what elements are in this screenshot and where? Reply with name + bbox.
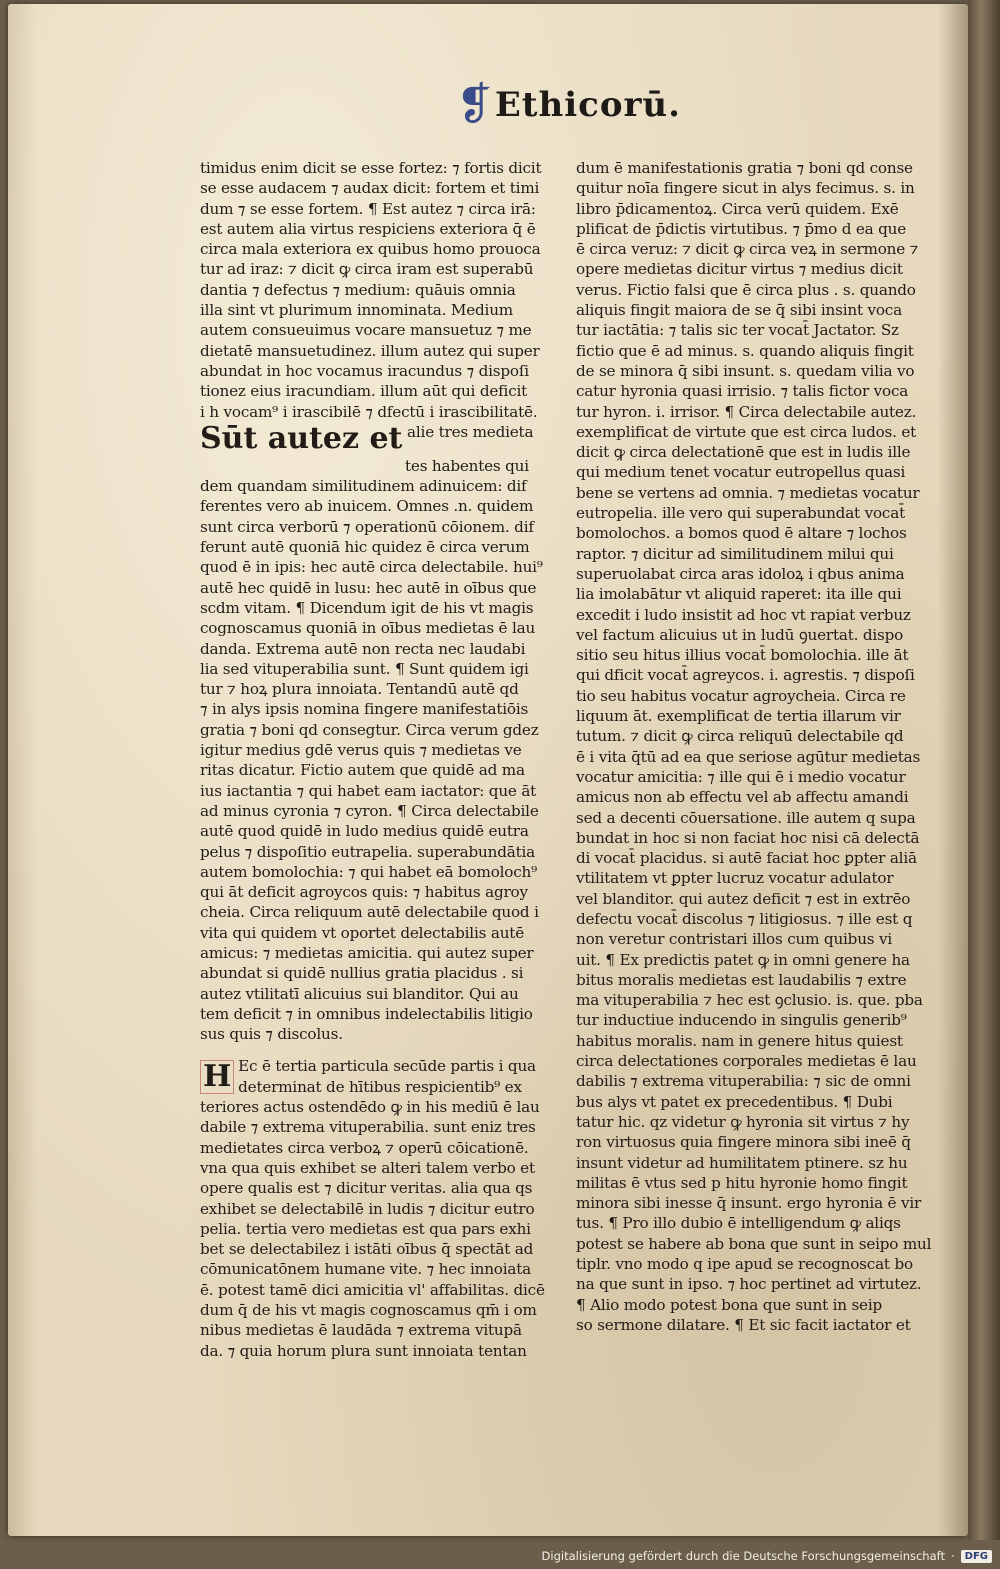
text-line: libro p̄dicamentoꝝ. Circa verū quidem. Exē [576,199,899,218]
text-line: cōmunicatōnem humane vite. ⁊ hec innoiata [200,1260,531,1279]
text-line: eutropelia. ille vero qui superabundat vocat̄ [576,504,905,523]
text-line: pelus ⁊ dispoſitio eutrapelia. superabundātia [200,842,535,861]
text-line: ⁊ in alys ipsis nomina fingere manifestatiōis [200,700,529,719]
text-line: minora sibi inesse q̄ insunt. ergo hyronia ē vir [576,1194,922,1213]
text-line: tatur hic. qz videtur ꝙ hyronia sit virtus ⁊ hy [576,1112,910,1131]
text-line: exemplificat de virtute que est circa ludos. et [576,422,917,441]
text-line: habitus moralis. nam in genere hitus quiest [576,1031,903,1050]
text-line: excedit i ludo insistit ad hoc vt rapiat verbuz [576,605,911,624]
text-line: tur ⁊ hoꝝ plura innoiata. Tentandū autē qd [200,680,519,699]
text-line: bene se vertens ad omnia. ⁊ medietas vocatur [576,483,920,502]
book-edge [968,0,1000,1540]
text-line: bet se delectabilez i istāti oībus q̄ spectāt ad [200,1240,534,1259]
text-line: ritas dicatur. Fictio autem que quidē ad ma [200,761,525,780]
text-line: teriores actus ostendēdo ꝙ in his mediū ē lau [200,1098,540,1117]
text-line: ma vituperabilia ⁊ hec est ꝯclusio. is. que. pba [576,991,923,1010]
running-header [456,79,681,130]
text-line: scdm vitam. ¶ Dicendum igit de his vt magis [200,598,534,617]
dfg-logo: DFG [961,1550,992,1563]
text-line: ron virtuosus quia fingere minora sibi ineē q̄ [576,1133,911,1152]
text-line: defectu vocat̄ discolus ⁊ litigiosus. ⁊ ille est q [576,909,913,928]
footer-separator: · [951,1549,955,1563]
footer-credit [542,1549,992,1563]
text-line: vita qui quidem vt oportet delectabilis autē [200,923,524,942]
text-line: ferunt autē quoniā hic quidez ē circa verum [200,538,530,557]
text-line: ē. potest tamē dici amicitia vl' affabilitas. dicē [200,1280,545,1299]
text-line: militas ē vtus sed p hitu hyronie homo fingit [576,1173,908,1192]
text-line: est autem alia virtus respiciens exteriora q̄ ē [200,219,536,238]
text-line: dabilis ⁊ extrema vituperabilia: ⁊ sic de omni [576,1072,911,1091]
text-line: gratia ⁊ boni qd consegtur. Circa verum gdez [200,720,539,739]
text-line: circa delectationes corporales medietas ē lau [576,1052,917,1071]
text-line: uit. ¶ Ex predictis patet ꝙ in omni genere ha [576,950,910,969]
text-line: tur hyron. i. irrisor. ¶ Circa delectabile autez. [576,402,917,421]
text-line: Ec ē tertia particula secūde partis i qua [238,1057,536,1076]
text-line: autem bomolochia: ⁊ qui habet eā bomoloch⁹ [200,862,538,881]
left-column-part-a [200,158,552,422]
text-line: abundat in hoc vocamus iracundus ⁊ dispoſi [200,361,529,380]
text-line: dabile ⁊ extrema vituperabilia. sunt eniz tres [200,1118,536,1137]
text-line: plificat de p̄dictis virtutibus. ⁊ p̄mo d ea que [576,219,907,238]
text-line: non veretur contristari illos cum quibus vi [576,930,893,949]
text-line: potest se habere ab bona que sunt in seipo mul [576,1234,932,1253]
text-line: dietatē mansuetudinez. illum autez qui super [200,341,540,360]
text-line: quitur noīa fingere sicut in alys fecimus. s. in [576,179,915,198]
text-line: pelia. tertia vero medietas est qua pars exhi [200,1219,531,1238]
text-line: determinat de hītibus respicientib⁹ ex [238,1077,522,1096]
text-line: opere qualis est ⁊ dicitur veritas. alia qua qs [200,1179,533,1198]
text-line: so sermone dilatare. ¶ Et sic facit iactator et [576,1315,911,1334]
text-line: ius iactantia ⁊ qui habet eam iactator: que āt [200,781,537,800]
commentary-opening [200,1056,552,1097]
text-line: tur iactātia: ⁊ talis sic ter vocat̄ Jactator. Sz [576,321,899,340]
text-line: tionez eius iracundiam. illum aūt qui deficit [200,382,528,401]
text-line: timidus enim dicit se esse fortez: ⁊ fortis dicit [200,159,542,177]
text-line: vel blanditor. qui autez deficit ⁊ est in extrēo [576,889,911,908]
footer-credit-text: Digitalisierung gefördert durch die Deutsche Forschungsgemeinschaft [541,1549,945,1563]
text-line: se esse audacem ⁊ audax dicit: fortem et timi [200,179,540,198]
text-line: bundat in hoc si non faciat hoc nisi cā delectā [576,828,920,847]
text-line: ē circa veruz: ⁊ dicit ꝙ circa veꝝ in sermone ⁊ [576,240,919,259]
text-line: verus. Fictio falsi que ē circa plus . s. quando [576,280,916,299]
text-line: tes habentes qui [405,456,529,475]
text-line: qui dficit vocat̄ agreycos. i. agrestis. ⁊ dispoſi [576,666,915,685]
text-line: ferentes vero ab inuicem. Omnes .n. quidem [200,497,534,516]
text-line: vel factum alicuius ut in ludū ꝯuertat. dispo [576,625,904,644]
right-column [576,158,940,1335]
pilcrow-icon: ❡ [456,79,493,130]
text-line: autem consueuimus vocare mansuetuz ⁊ me [200,321,532,340]
section-opening-words: Sūt autez et [200,421,403,456]
right-column-lines [576,158,940,1335]
text-line: nibus medietas ē laudāda ⁊ extrema vitupā [200,1321,522,1340]
text-line: circa mala exteriora ex quibus homo prouoca [200,240,541,259]
left-column [200,158,552,1361]
text-line: raptor. ⁊ dicitur ad similitudinem milui qui [576,544,894,563]
text-line: amicus non ab effectu vel ab affectu amandi [576,788,909,807]
text-line: qui āt deficit agroycos quis: ⁊ habitus agroy [200,883,528,902]
text-line: dum ē manifestationis gratia ⁊ boni qd conse [576,159,913,177]
text-line: bomolochos. a bomos quod ē altare ⁊ lochos [576,524,907,543]
text-line: lia sed vituperabilia sunt. ¶ Sunt quidem igi [200,659,529,678]
text-line: tutum. ⁊ dicit ꝙ circa reliquū delectabile qd [576,727,904,746]
text-line: cheia. Circa reliquum autē delectabile quod i [200,903,539,922]
text-line: dem quandam similitudinem adinuicem: dif [200,477,527,496]
text-line: ad minus cyronia ⁊ cyron. ¶ Circa delectabile [200,801,539,820]
text-line: dum q̄ de his vt magis cognoscamus qm̄ i om [200,1301,537,1320]
text-line: bus alys vt patet ex precedentibus. ¶ Dubi [576,1092,893,1111]
text-line: amicus: ⁊ medietas amicitia. qui autez super [200,943,534,962]
text-line: superuolabat circa aras idoloꝝ i qbus anima [576,564,905,583]
text-line: vocatur amicitia: ⁊ ille qui ē i medio vocatur [576,767,906,786]
text-line: tio seu habitus vocatur agroycheia. Circa re [576,686,906,705]
text-line: opere medietas dicitur virtus ⁊ medius dicit [576,260,903,279]
drop-initial: H [200,1060,234,1094]
section-opening-rest: alie tres medieta [407,422,534,441]
text-line: liquum āt. exemplificat de tertia illarum vir [576,707,901,726]
text-line: cognoscamus quoniā in oībus medietas ē lau [200,619,536,638]
text-line: sunt circa verborū ⁊ operationū cōionem. dif [200,517,534,536]
text-line: sitio seu hitus illius vocat̄ bomolochia. ille āt [576,646,909,665]
text-line: illa sint vt plurimum innominata. Medium [200,301,513,320]
text-line: ē i vita q̄tū ad ea que seriose agūtur medietas [576,747,921,766]
text-line: bitus moralis medietas est laudabilis ⁊ extre [576,970,907,989]
text-line: qui medium tenet vocatur eutropellus quasi [576,463,906,482]
section-opening-line [200,422,552,456]
text-line: lia imolabātur vt aliquid raperet: ita ille qui [576,585,902,604]
text-line: i h vocam⁹ i irascibilē ⁊ dfectū i irascibilitatē. [200,402,538,421]
text-line: na que sunt in ipso. ⁊ hoc pertinet ad virtutez. [576,1275,922,1294]
text-line: autez vtilitatī alicuius sui blanditor. Qui au [200,984,519,1003]
left-column-part-b [200,476,552,1044]
text-line: tiplr. vno modo q ipe apud se recognoscat bo [576,1255,913,1274]
text-line: abundat si quidē nullius gratia placidus . si [200,964,524,983]
text-line: dicit ꝙ circa delectationē que est in ludis ille [576,443,911,462]
text-line: igitur medius gdē verus quis ⁊ medietas ve [200,741,522,760]
text-line: di vocat̄ placidus. si autē faciat hoc ꝑpter aliā [576,849,917,868]
text-line: exhibet se delectabilē in ludis ⁊ dicitur eutro [200,1199,535,1218]
paragraph-gap [200,1044,552,1056]
text-line: autē quod quidē in ludo medius quidē eutra [200,822,529,841]
text-line: vna qua quis exhibet se alteri talem verbo et [200,1158,535,1177]
text-line: autē hec quidē in lusu: hec autē in oībus que [200,578,537,597]
text-line: tus. ¶ Pro illo dubio ē intelligendum ꝙ aliqs [576,1214,901,1233]
text-line: catur hyronia quasi irrisio. ⁊ talis fictor voca [576,382,909,401]
running-title: Ethicorū. [494,85,681,125]
text-line: sus quis ⁊ discolus. [200,1025,343,1044]
text-line: dum ⁊ se esse fortem. ¶ Est autez ⁊ circa irā: [200,199,536,218]
text-line: sed a decenti cōuersatione. ille autem q supa [576,808,916,827]
text-line: vtilitatem vt ꝑpter lucruz vocatur adulator [576,869,894,888]
text-line: da. ⁊ quia horum plura sunt innoiata tentan [200,1341,527,1360]
text-line: fictio que ē ad minus. s. quando aliquis fingit [576,341,914,360]
text-line: tur inductiue inducendo in singulis generib⁹ [576,1011,907,1030]
text-line: ¶ Alio modo potest bona que sunt in seip [576,1295,883,1314]
text-line: de se minora q̄ sibi insunt. s. quedam vilia vo [576,361,915,380]
text-line: medietates circa verboꝝ ⁊ operū cōicationē. [200,1138,529,1157]
text-line: insunt videtur ad humilitatem ptinere. sz hu [576,1153,908,1172]
left-column-part-c [200,1097,552,1361]
text-line: tem deficit ⁊ in omnibus indelectabilis litigio [200,1004,533,1023]
text-line: tur ad iraz: ⁊ dicit ꝙ circa iram est superabū [200,260,534,279]
text-line: aliquis fingit maiora de se q̄ sibi insint voca [576,301,902,320]
text-line: quod ē in ipis: hec autē circa delectabile. hui⁹ [200,558,543,577]
text-line: danda. Extrema autē non recta nec laudabi [200,639,526,658]
text-line: dantia ⁊ defectus ⁊ medium: quāuis omnia [200,280,516,299]
